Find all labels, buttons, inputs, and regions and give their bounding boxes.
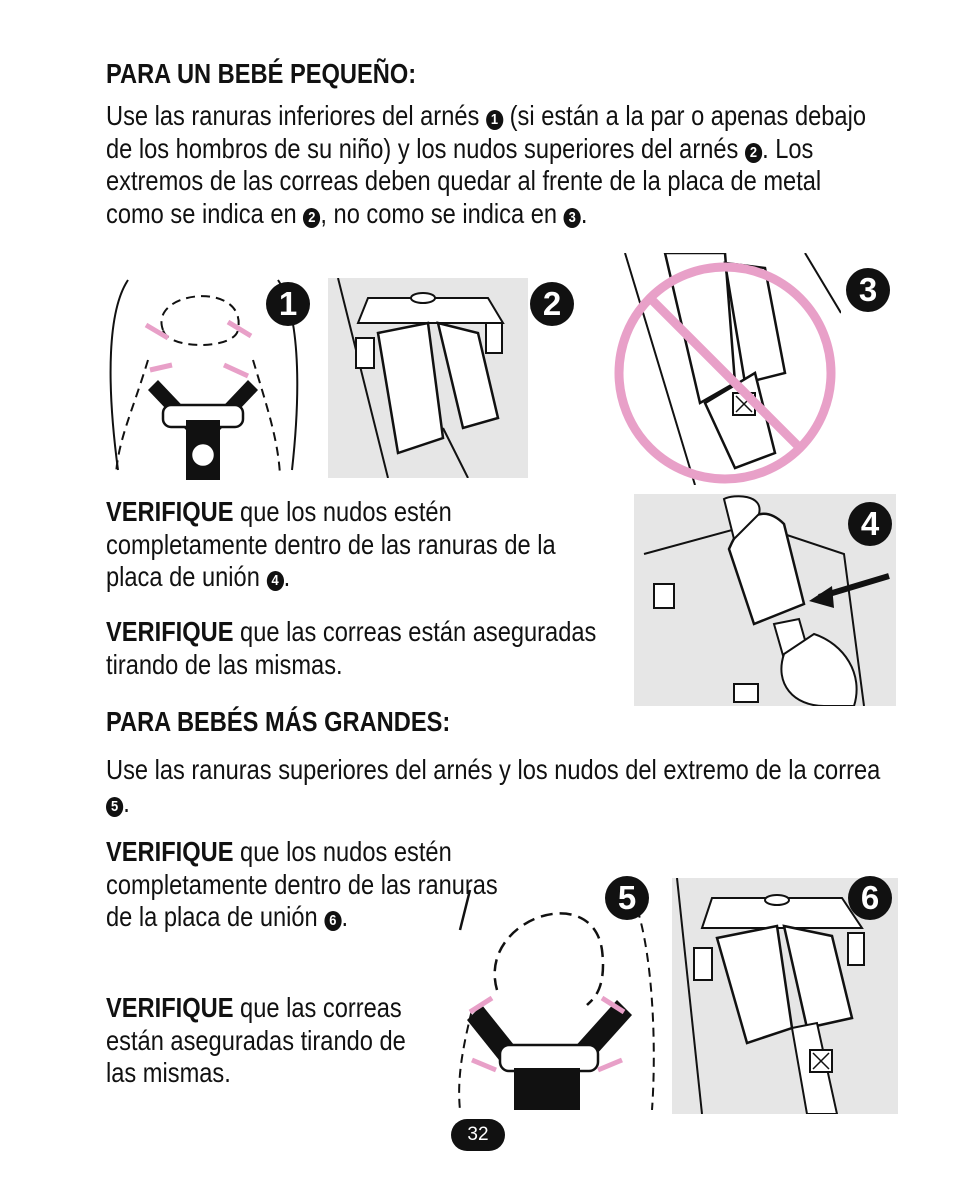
verify-straps-paragraph-large [106, 992, 436, 1090]
text-segment: (si están a la par o apenas debajo de los hombros de su niño) y los nudos superiores del arnés [106, 100, 866, 164]
marker-2: 2 [745, 143, 762, 163]
text-segment: . [341, 901, 349, 932]
figure-3-number: 3 [846, 268, 890, 312]
text-segment: . [123, 786, 130, 818]
text-segment: que los nudos estén completamente dentro de las ranuras de la placa de unión [106, 496, 556, 592]
verify-keyword: VERIFIQUE [106, 616, 234, 647]
text-segment: . [580, 197, 588, 229]
text-segment: que los nudos estén completamente dentro de las ranuras de la placa de unión [106, 836, 498, 932]
marker-5: 5 [106, 797, 123, 817]
text-segment: Use las ranuras superiores del arnés y los nudos del extremo de la correa [106, 754, 881, 785]
section-heading-small-baby: PARA UN BEBÉ PEQUEÑO: [106, 58, 417, 89]
section-heading-larger-babies: PARA BEBÉS MÁS GRANDES: [106, 706, 451, 737]
marker-2: 2 [303, 208, 320, 228]
figure-5-number: 5 [605, 876, 649, 920]
figure-2-strap-ends-correct [328, 278, 528, 478]
verify-keyword: VERIFIQUE [106, 992, 234, 1023]
figure-2-number: 2 [530, 282, 574, 326]
verify-keyword: VERIFIQUE [106, 496, 234, 527]
marker-3: 3 [564, 208, 581, 228]
marker-4: 4 [266, 571, 283, 591]
verify-straps-paragraph [106, 616, 601, 681]
figure-6-number: 6 [848, 876, 892, 920]
larger-babies-instructions [106, 754, 884, 819]
text-segment: Use las ranuras inferiores del arnés [106, 100, 480, 131]
text-segment: que las correas están aseguradas tirando de las mismas. [106, 616, 597, 680]
figure-4-number: 4 [848, 502, 892, 546]
verify-keyword: VERIFIQUE [106, 836, 234, 867]
figure-1-number: 1 [266, 282, 310, 326]
marker-1: 1 [486, 110, 503, 130]
page-number: 32 [451, 1119, 505, 1151]
marker-6: 6 [324, 911, 341, 931]
text-segment: , no como se indica en [320, 197, 558, 229]
small-baby-instructions [106, 100, 884, 230]
figure-3-strap-ends-incorrect [605, 253, 841, 485]
text-segment: que las correas están aseguradas tirando de las mismas. [106, 992, 406, 1088]
text-segment: . [283, 561, 291, 592]
text-segment: . Los extremos de las correas deben quedar al frente de la placa de metal como se indica en [106, 132, 822, 229]
verify-knots-paragraph [106, 496, 601, 594]
